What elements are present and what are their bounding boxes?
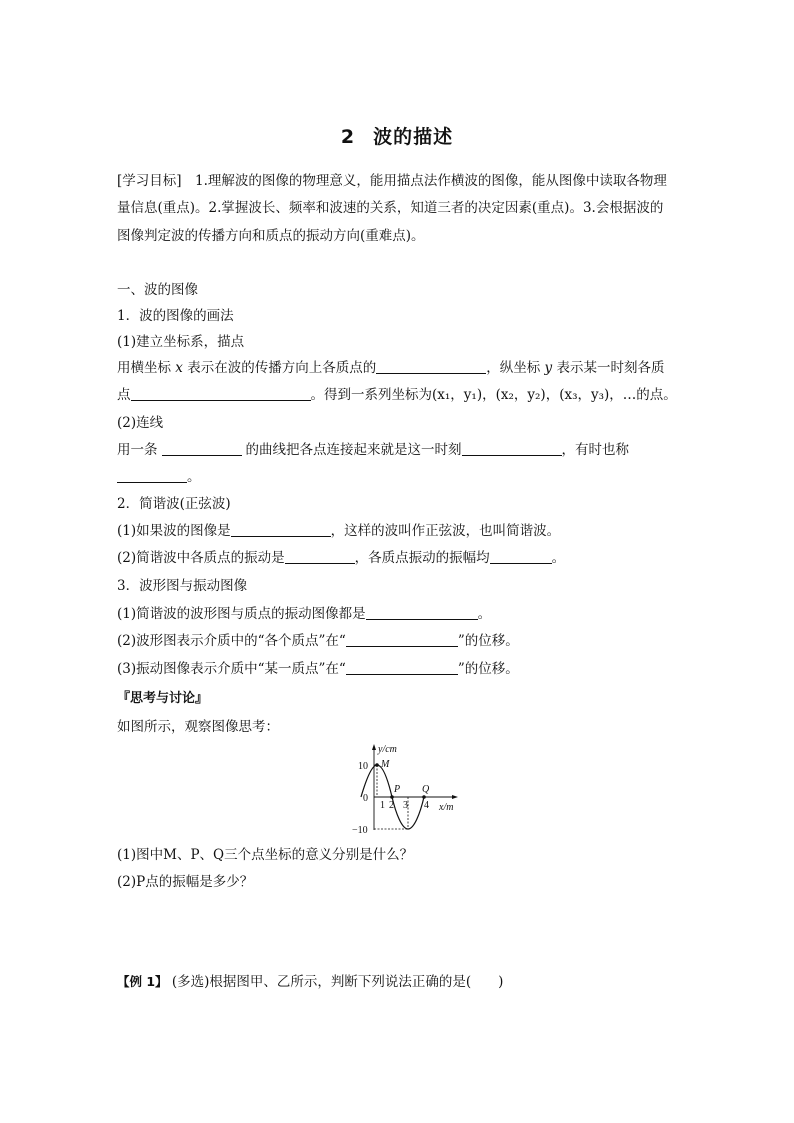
point-p-label: P bbox=[394, 784, 401, 795]
fill-blank[interactable] bbox=[117, 468, 187, 483]
fill-blank[interactable] bbox=[490, 549, 552, 564]
example-text: (多选)根据图甲、乙所示，判断下列说法正确的是( ) bbox=[171, 974, 504, 990]
title-number: 2 bbox=[340, 126, 356, 148]
text: (1)简谐波的波形图与质点的振动图像都是 bbox=[117, 606, 366, 622]
sub2-item-2 bbox=[117, 549, 565, 567]
text: ”的位移。 bbox=[457, 633, 519, 649]
section-heading: 一、波的图像 bbox=[117, 282, 198, 298]
point-q-dot bbox=[422, 795, 426, 799]
x-tick-3: 3 bbox=[403, 800, 408, 811]
text: 。得到一系列坐标为(x₁，y₁)，(x₂，y₂)，(x₃，y₃)，…的点。 bbox=[310, 387, 677, 403]
wave-graph bbox=[338, 742, 463, 834]
text: 。 bbox=[477, 606, 492, 622]
text: ，有时也称 bbox=[561, 442, 629, 458]
x-axis-arrow bbox=[452, 795, 458, 799]
y-axis-arrow bbox=[372, 744, 376, 750]
x-axis-label: x/m bbox=[439, 802, 454, 813]
think-heading: 『思考与讨论』 bbox=[117, 691, 209, 706]
title-text: 波的描述 bbox=[373, 126, 454, 148]
y-tick-top: 10 bbox=[358, 761, 368, 772]
text: ”的位移。 bbox=[457, 661, 519, 677]
text: 。 bbox=[187, 469, 201, 485]
text: 表示某一时刻各质 bbox=[556, 360, 665, 376]
x-tick-1: 1 bbox=[380, 800, 385, 811]
text: (2)简谐波中各质点的振动是 bbox=[117, 550, 285, 566]
example-label: 【例 1】 bbox=[117, 974, 168, 989]
var-x: x bbox=[175, 360, 183, 376]
fill-blank[interactable] bbox=[131, 386, 311, 401]
step1-title: (1)建立坐标系，描点 bbox=[117, 334, 245, 350]
y-axis-label: y/cm bbox=[378, 744, 397, 755]
text: 表示在波的传播方向上各质点的 bbox=[187, 360, 377, 376]
x-tick-4: 4 bbox=[424, 800, 429, 811]
text: ，这样的波叫作正弦波，也叫简谐波。 bbox=[330, 523, 561, 539]
fill-blank[interactable] bbox=[285, 549, 355, 564]
point-m-dot bbox=[375, 763, 379, 767]
text: 用横坐标 bbox=[117, 360, 171, 376]
sub3-item-3 bbox=[117, 660, 519, 678]
think-intro: 如图所示，观察图像思考： bbox=[117, 719, 279, 735]
text: 点 bbox=[117, 387, 131, 403]
text: (1)如果波的图像是 bbox=[117, 523, 231, 539]
fill-blank[interactable] bbox=[231, 522, 331, 537]
step1-line-1 bbox=[117, 359, 664, 377]
text: (3)振动图像表示介质中“某一质点”在“ bbox=[117, 661, 346, 677]
subsection-heading-2: 2．简谐波(正弦波) bbox=[117, 496, 231, 512]
point-q-label: Q bbox=[422, 784, 430, 795]
step1-line-2 bbox=[117, 386, 677, 404]
fill-blank[interactable] bbox=[376, 359, 486, 374]
y-tick-bottom: −10 bbox=[352, 825, 368, 834]
text: ，纵坐标 bbox=[486, 360, 541, 376]
fill-blank[interactable] bbox=[366, 605, 478, 620]
text: (2)波形图表示介质中的“各个质点”在“ bbox=[117, 633, 346, 649]
fill-blank[interactable] bbox=[346, 660, 458, 675]
step2-line-1 bbox=[117, 441, 629, 459]
text: ，各质点振动的振幅均 bbox=[354, 550, 490, 566]
point-m-label: M bbox=[381, 759, 390, 770]
subsection-heading-3: 3．波形图与振动图像 bbox=[117, 578, 248, 594]
objectives-line-1: [学习目标] 1.理解波的图像的物理意义，能用描点法作横波的图像，能从图像中读取各物理 bbox=[117, 173, 667, 189]
sub3-item-2 bbox=[117, 632, 519, 650]
var-y: y bbox=[544, 360, 553, 376]
step2-line-2 bbox=[117, 468, 201, 486]
sub2-item-1 bbox=[117, 522, 560, 540]
text: 用一条 bbox=[117, 442, 158, 458]
text: 。 bbox=[551, 550, 566, 566]
fill-blank[interactable] bbox=[346, 632, 458, 647]
question-1: (1)图中M、P、Q三个点坐标的意义分别是什么？ bbox=[117, 847, 414, 863]
objectives-line-2: 量信息(重点)。2.掌握波长、频率和波速的关系，知道三者的决定因素(重点)。3.会根据波的 bbox=[117, 200, 664, 216]
fill-blank[interactable] bbox=[462, 441, 562, 456]
example-1 bbox=[117, 973, 503, 991]
fill-blank[interactable] bbox=[162, 441, 242, 456]
objectives-line-3: 图像判定波的传播方向和质点的振动方向(重难点)。 bbox=[117, 228, 425, 244]
page-title bbox=[0, 122, 794, 149]
sub3-item-1 bbox=[117, 605, 491, 623]
step2-title: (2)连线 bbox=[117, 415, 164, 431]
y-tick-zero: 0 bbox=[363, 793, 368, 804]
subsection-heading-1: 1．波的图像的画法 bbox=[117, 308, 234, 324]
text: 的曲线把各点连接起来就是这一时刻 bbox=[245, 442, 462, 458]
x-tick-2: 2 bbox=[389, 800, 394, 811]
question-2: (2)P点的振幅是多少？ bbox=[117, 874, 254, 890]
point-p-dot bbox=[390, 795, 394, 799]
